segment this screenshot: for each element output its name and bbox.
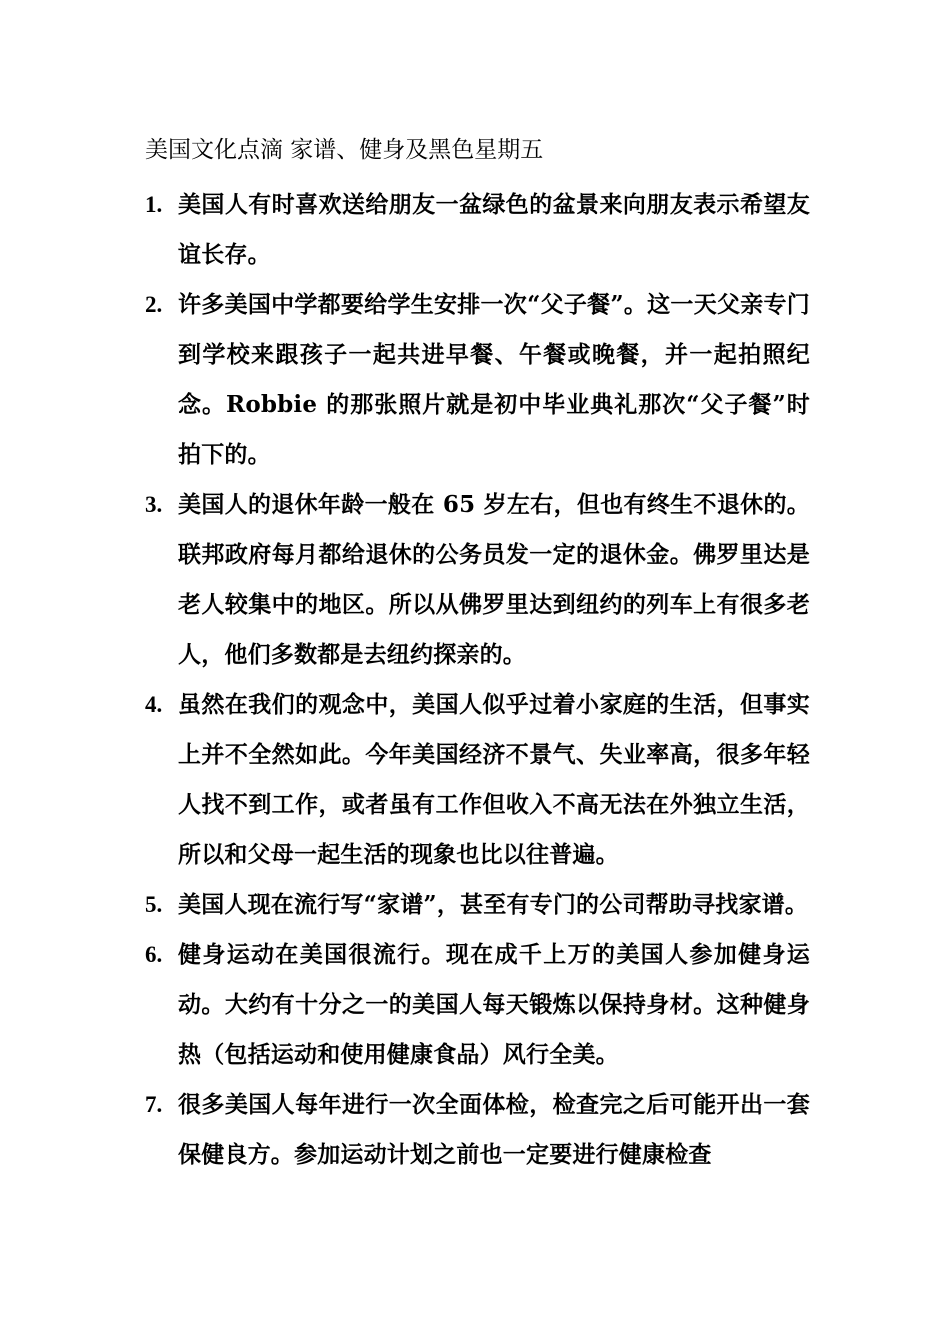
list-item [145,1080,810,1180]
item-text: 很多美国人每年进行一次全面体检，检查完之后可能开出一套保健良方。参加运动计划之前也一定要进行健康检查 [178,1091,810,1168]
item-text: 美国人的退休年龄一般在 65 岁左右，但也有终生不退休的。联邦政府每月都给退休的公务员发一定的退休金。佛罗里达是老人较集中的地区。所以从佛罗里达到纽约的列车上有很多老人，他们多数都是去纽约探亲的。 [178,491,810,668]
item-number: 6. [145,942,163,967]
item-text: 虽然在我们的观念中，美国人似乎过着小家庭的生活，但事实上并不全然如此。今年美国经济不景气、失业率高，很多年轻人找不到工作，或者虽有工作但收入不高无法在外独立生活，所以和父母一起生活的现象也比以往普遍。 [178,691,810,868]
list-item [145,180,810,280]
list-item [145,680,810,880]
item-number: 2. [145,292,163,317]
list-item [145,480,810,680]
list-item [145,280,810,480]
list-item [145,880,810,930]
item-number: 3. [145,492,163,517]
item-text: 美国人有时喜欢送给朋友一盆绿色的盆景来向朋友表示希望友谊长存。 [178,191,810,268]
item-text: 健身运动在美国很流行。现在成千上万的美国人参加健身运动。大约有十分之一的美国人每天锻炼以保持身材。这种健身热（包括运动和使用健康食品）风行全美。 [178,941,810,1068]
item-text: 许多美国中学都要给学生安排一次“父子餐”。这一天父亲专门到学校来跟孩子一起共进早餐、午餐或晚餐，并一起拍照纪念。Robbie 的那张照片就是初中毕业典礼那次“父子餐”时拍下的。 [178,291,810,468]
item-number: 1. [145,192,163,217]
item-number: 7. [145,1092,163,1117]
list-item [145,930,810,1080]
item-number: 4. [145,692,163,717]
culture-notes-list [145,180,810,1180]
item-text: 美国人现在流行写“家谱”，甚至有专门的公司帮助寻找家谱。 [178,891,809,918]
item-number: 5. [145,892,163,917]
document-title: 美国文化点滴 家谱、健身及黑色星期五 [145,137,544,163]
